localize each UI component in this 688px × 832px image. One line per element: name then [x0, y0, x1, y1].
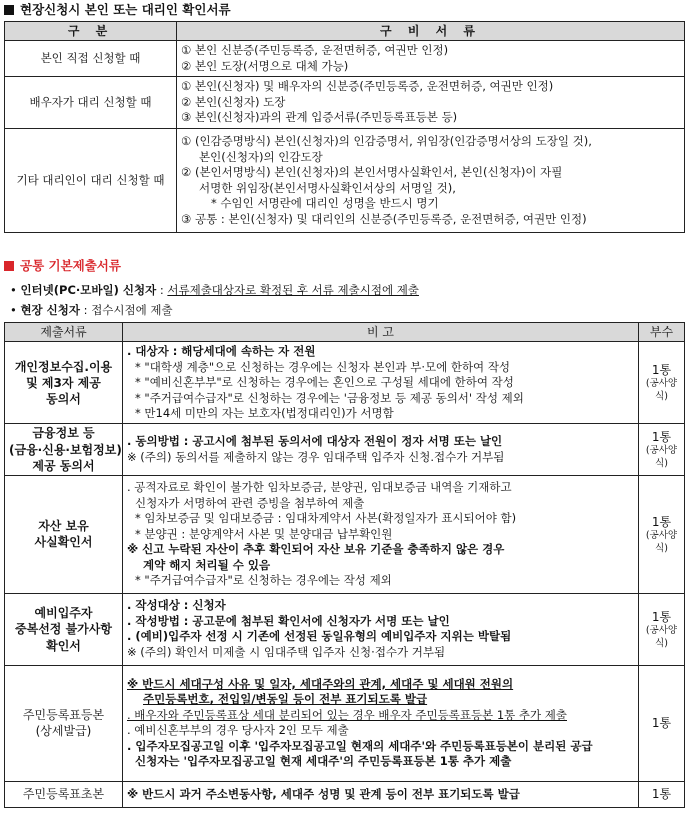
doc-line: ① 본인 신분증(주민등록증, 운전면허증, 여권만 인정): [181, 43, 449, 58]
doc-line: ② 본인(신청자) 도장: [181, 94, 286, 109]
document-count: 1통: [639, 665, 685, 781]
bullet-text: 접수시점에 제출: [91, 303, 173, 318]
row-label: 본인 직접 신청할 때: [5, 41, 177, 77]
submission-bullets: [4, 280, 685, 320]
red-square-icon: [4, 261, 14, 271]
doc-line: ① (인감증명방식) 본인(신청자)의 인감증명서, 위임장(인감증명서상의 도장일 것),: [181, 134, 592, 149]
doc-line: ③ 공통 : 본인(신청자) 및 대리인의 신분증(주민등록증, 운전면허증, 여권만 인정): [181, 211, 587, 226]
basic-documents-table: [4, 322, 685, 808]
black-square-icon: [4, 5, 14, 15]
section2-title: [4, 258, 685, 274]
document-count: 1통 (공사양식): [639, 475, 685, 593]
document-count: 1통 (공사양식): [639, 342, 685, 424]
section2-title-text: 공통 기본제출서류: [20, 257, 121, 273]
doc-line: ① 본인(신청자) 및 배우자의 신분증(주민등록증, 운전면허증, 여권만 인정): [181, 79, 554, 94]
document-count: 1통 (공사양식): [639, 424, 685, 476]
section1-title: [4, 2, 685, 18]
doc-line: * 수임인 서명란에 대리인 성명을 반드시 명기: [211, 196, 439, 211]
list-item: • 현장 신청자 : 접수시점에 제출: [10, 303, 173, 318]
section1-title-text: 현장신청시 본인 또는 대리인 확인서류: [20, 1, 231, 17]
list-item: • 인터넷(PC·모바일) 신청자 : 서류제출대상자로 확정된 후 서류 제출시점에 제출: [10, 283, 419, 298]
document-name: 금융정보 등 (금융·신용·보험정보) 제공 동의서: [5, 424, 123, 476]
table-row: [5, 665, 685, 781]
document-name: 개인정보수집.이용 및 제3자 제공 동의서: [5, 342, 123, 424]
table-row: [5, 593, 685, 665]
table-row: [5, 424, 685, 476]
document-name: 주민등록표등본 (상세발급): [5, 665, 123, 781]
row-label: 기타 대리인이 대리 신청할 때: [5, 129, 177, 233]
table2-header-count: 부수: [639, 323, 685, 342]
table1-header-documents: 구 비 서 류: [177, 22, 685, 41]
document-note: . 작성대상 : 신청자 . 작성방법 : 공고문에 첨부된 확인서에 신청자가 서명 또는 날인 . (예비)입주자 선정 시 기존에 선정된 동일유형의 예비입주자 지위는 박탈됨 ※ (주의) 확인서 미제출 시 임대주택 입주자 신청·접수가 거부됨: [123, 593, 639, 665]
doc-line: 서명한 위임장(본인서명사실확인서상의 서명일 것),: [199, 180, 456, 195]
doc-line: ② (본인서명방식) 본인(신청자)의 본인서명사실확인서, 본인(신청자)이 자필: [181, 165, 563, 180]
bullet-bold: 인터넷(PC·모바일) 신청자: [20, 283, 157, 298]
table-row: [5, 475, 685, 593]
bullet-text: 서류제출대상자로 확정된 후 서류 제출시점에 제출: [167, 283, 419, 298]
document-name: 자산 보유 사실확인서: [5, 475, 123, 593]
document-count: 1통: [639, 781, 685, 807]
document-note: ※ 반드시 세대구성 사유 및 일자, 세대주와의 관계, 세대주 및 세대원 전원의 주민등록번호, 전입일/변동일 등이 전부 표기되도록 발급 . 배우자와 주민등록표상 세대 분리되어 있는 경우 배우자 주민등록표등본 1통 추가 제출 . 예비신혼부부의 경우 당사자 2인 모두 제출 . 입주자모집공고일 이후 '입주자모집공고일 현재의 세대주'와 주민등록표등본이 분리된 공급 신청자는 '입주자모집공고일 현재 세대주'의 주민등록표등본 1통 추가 제출: [123, 665, 639, 781]
doc-line: ③ 본인(신청자)과의 관계 입증서류(주민등록표등본 등): [181, 110, 458, 125]
document-note: . 공적자료로 확인이 불가한 임차보증금, 분양권, 임대보증금 내역을 기재하고 신청자가 서명하여 관련 증빙을 첨부하여 제출 * 임차보증금 및 임대보증금 : 임대차계약서 사본(확정일자가 표시되어야 함) * 분양권 : 분양계약서 사본 및 분양대금 납부확인원 ※ 신고 누락된 자산이 추후 확인되어 자산 보유 기준을 충족하지 않은 경우 계약 해지 처리될 수 있음 * "주거급여수급자"로 신청하는 경우에는 작성 제외: [123, 475, 639, 593]
document-page: [4, 2, 685, 808]
table2-header-document: 제출서류: [5, 323, 123, 342]
table1-header-category: 구 분: [5, 22, 177, 41]
document-name: 예비입주자 중복선정 불가사항 확인서: [5, 593, 123, 665]
table-row: [5, 129, 685, 233]
document-count: 1통 (공사양식): [639, 593, 685, 665]
table-row: [5, 781, 685, 807]
table-row: [5, 77, 685, 129]
doc-line: 본인(신청자)의 인감도장: [199, 149, 323, 164]
document-name: 주민등록표초본: [5, 781, 123, 807]
row-label: 배우자가 대리 신청할 때: [5, 77, 177, 129]
table-row: [5, 342, 685, 424]
table2-header-note: 비 고: [123, 323, 639, 342]
doc-line: ② 본인 도장(서명으로 대체 가능): [181, 58, 349, 73]
document-note: . 대상자 : 해당세대에 속하는 자 전원 * "대학생 계층"으로 신청하는 경우에는 신청자 본인과 부·모에 한하여 작성 * "예비신혼부부"로 신청하는 경우에는 혼인으로 구성될 세대에 한하여 작성 * "주거급여수급자"로 신청하는 경우에는 '금융정보 등 제공 동의서' 작성 제외 * 만14세 미만의 자는 보호자(법정대리인)가 서명함: [123, 342, 639, 424]
table-row: [5, 41, 685, 77]
bullet-bold: 현장 신청자: [20, 303, 81, 318]
document-note: ※ 반드시 과거 주소변동사항, 세대주 성명 및 관계 등이 전부 표기되도록 발급: [123, 781, 639, 807]
id-documents-table: [4, 21, 685, 233]
document-note: . 동의방법 : 공고시에 첨부된 동의서에 대상자 전원이 정자 서명 또는 날인 ※ (주의) 동의서를 제출하지 않는 경우 임대주택 입주자 신청.접수가 거부됨: [123, 424, 639, 476]
